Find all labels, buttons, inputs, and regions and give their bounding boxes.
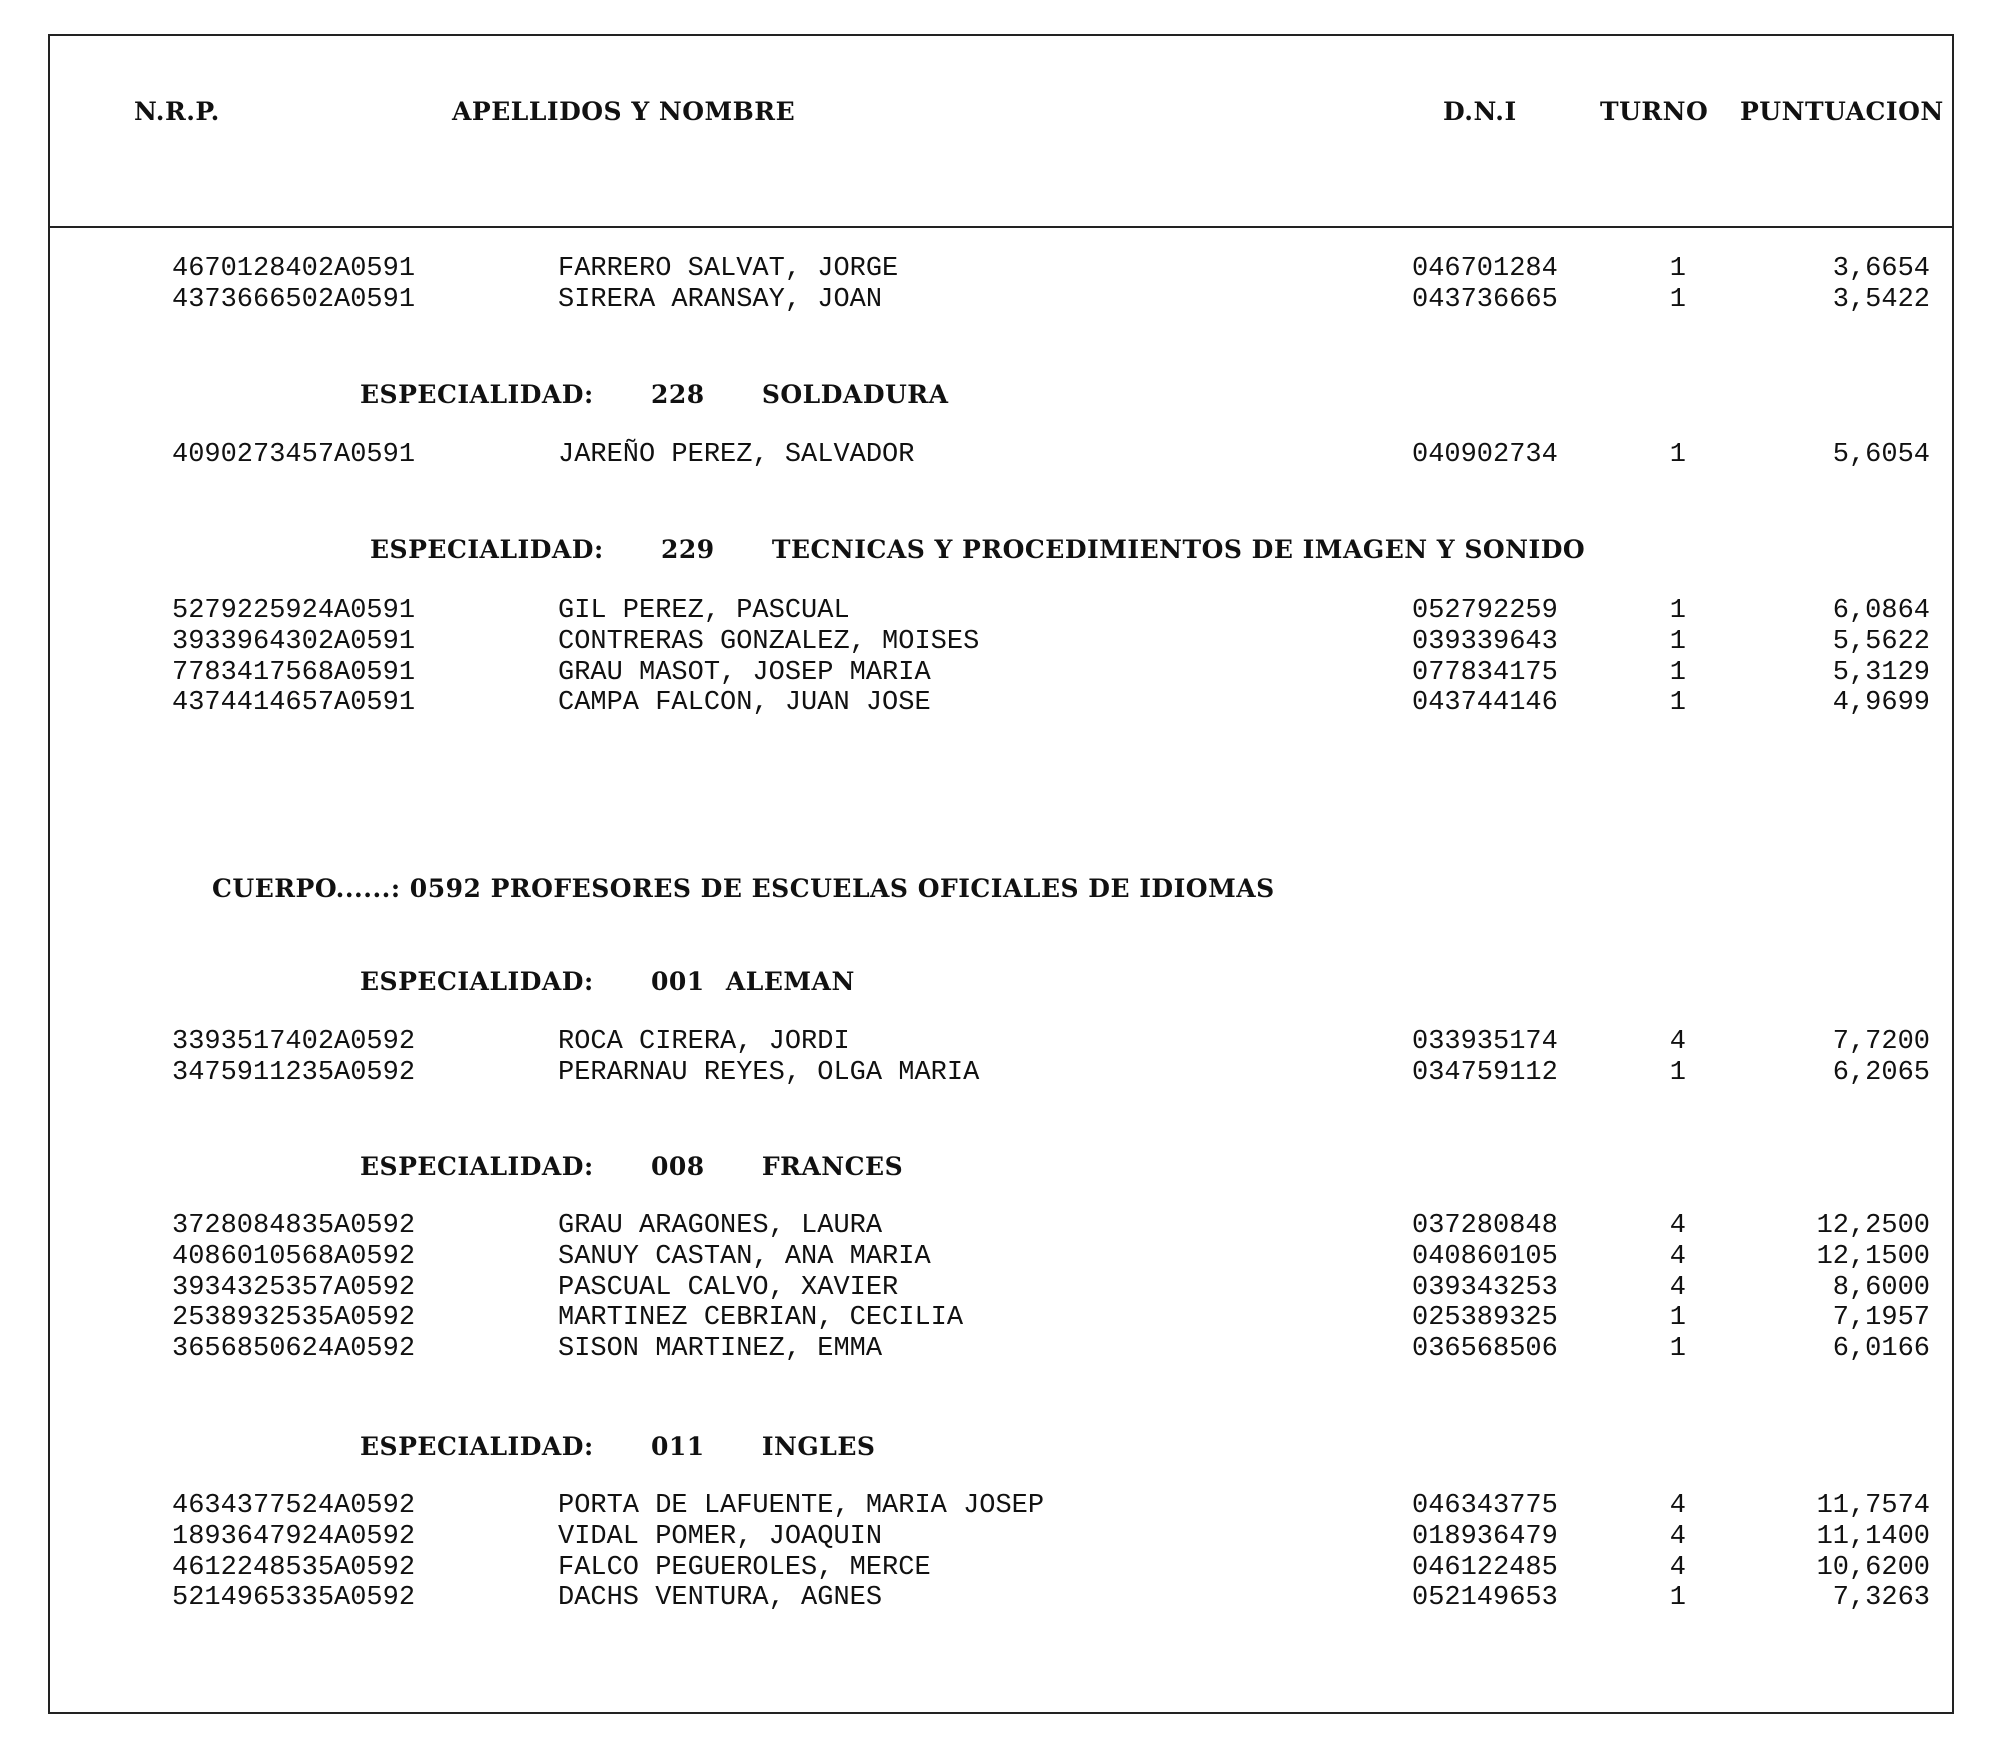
- especialidad-name: TECNICAS Y PROCEDIMIENTOS DE IMAGEN Y SONIDO: [771, 535, 1586, 564]
- cell-nombre: PASCUAL CALVO, XAVIER: [558, 1272, 899, 1303]
- cell-dni: 043736665: [1412, 284, 1558, 315]
- cell-nombre: GIL PEREZ, PASCUAL: [558, 596, 850, 626]
- cell-nrp: 1893647924A0592: [172, 1521, 416, 1552]
- cell-turno: 4: [1669, 1491, 1686, 1521]
- cell-turno: 1: [1669, 626, 1686, 657]
- especialidad-label: ESPECIALIDAD:: [360, 967, 594, 996]
- cell-puntuacion: 6,2065: [1832, 1057, 1930, 1088]
- cell-dni: 043744146: [1412, 688, 1558, 719]
- cell-turno: 1: [1669, 254, 1686, 284]
- header-nrp: N.R.P.: [134, 97, 220, 126]
- cell-puntuacion: 4,9699: [1832, 688, 1930, 719]
- cell-nrp: 3728084835A0592: [172, 1211, 416, 1241]
- cuerpo-heading: CUERPO......: 0592 PROFESORES DE ESCUELAS OFICIALES DE IDIOMAS: [212, 874, 1275, 903]
- cell-nrp: 4670128402A0591: [172, 254, 416, 284]
- cell-dni: 033935174: [1412, 1027, 1558, 1057]
- especialidad-code: 008: [650, 1152, 705, 1181]
- header-turno: TURNO: [1600, 97, 1709, 126]
- cell-dni: 036568506: [1412, 1334, 1558, 1365]
- cell-puntuacion: 10,6200: [1816, 1552, 1930, 1583]
- especialidad-011-heading: [360, 1432, 875, 1461]
- cell-nrp: 3475911235A0592: [172, 1057, 416, 1088]
- cell-nombre: FARRERO SALVAT, JORGE: [558, 254, 899, 284]
- cell-dni: 037280848: [1412, 1211, 1558, 1241]
- cell-nrp: 7783417568A0591: [172, 657, 416, 688]
- cell-turno: 4: [1669, 1521, 1686, 1552]
- cell-nombre: JAREÑO PEREZ, SALVADOR: [558, 440, 915, 470]
- cell-nrp: 3393517402A0592: [172, 1027, 416, 1057]
- cell-nombre: GRAU ARAGONES, LAURA: [558, 1211, 883, 1241]
- header-nombre: APELLIDOS Y NOMBRE: [452, 97, 796, 126]
- cell-nrp: 5214965335A0592: [172, 1583, 416, 1614]
- cell-nombre: GRAU MASOT, JOSEP MARIA: [558, 657, 931, 688]
- cell-nrp: 4086010568A0592: [172, 1241, 416, 1272]
- especialidad-code: 011: [650, 1432, 705, 1461]
- especialidad-label: ESPECIALIDAD:: [360, 1432, 594, 1461]
- cell-puntuacion: 6,0864: [1832, 596, 1930, 626]
- cell-turno: 1: [1669, 1583, 1686, 1614]
- cell-puntuacion: 7,3263: [1832, 1583, 1930, 1614]
- cell-turno: 1: [1669, 1057, 1686, 1088]
- cell-puntuacion: 5,5622: [1832, 626, 1930, 657]
- cell-puntuacion: 6,0166: [1832, 1334, 1930, 1365]
- cell-turno: 4: [1669, 1211, 1686, 1241]
- cell-puntuacion: 11,7574: [1816, 1491, 1930, 1521]
- cell-nrp: 5279225924A0591: [172, 596, 416, 626]
- especialidad-name: FRANCES: [761, 1152, 904, 1181]
- cell-turno: 1: [1669, 284, 1686, 315]
- cell-nrp: 4612248535A0592: [172, 1552, 416, 1583]
- especialidad-label: ESPECIALIDAD:: [360, 380, 594, 409]
- cell-nombre: VIDAL POMER, JOAQUIN: [558, 1521, 883, 1552]
- cell-puntuacion: 7,7200: [1832, 1027, 1930, 1057]
- cell-dni: 046122485: [1412, 1552, 1558, 1583]
- cell-puntuacion: 11,1400: [1816, 1521, 1930, 1552]
- cell-turno: 1: [1669, 1303, 1686, 1334]
- cell-nrp: 3934325357A0592: [172, 1272, 416, 1303]
- cell-dni: 046343775: [1412, 1491, 1558, 1521]
- cell-dni: 077834175: [1412, 657, 1558, 688]
- cell-puntuacion: 8,6000: [1832, 1272, 1930, 1303]
- especialidad-008-heading: [360, 1152, 903, 1181]
- especialidad-code: 228: [650, 380, 705, 409]
- cell-nombre: FALCO PEGUEROLES, MERCE: [558, 1552, 931, 1583]
- especialidad-label: ESPECIALIDAD:: [370, 535, 604, 564]
- especialidad-name: SOLDADURA: [761, 380, 949, 409]
- cell-dni: 040860105: [1412, 1241, 1558, 1272]
- cell-turno: 4: [1669, 1241, 1686, 1272]
- cell-nrp: 3933964302A0591: [172, 626, 416, 657]
- especialidad-code: 229: [660, 535, 715, 564]
- cell-puntuacion: 7,1957: [1832, 1303, 1930, 1334]
- especialidad-228-heading: [360, 380, 949, 409]
- cell-nrp: 3656850624A0592: [172, 1334, 416, 1365]
- cell-nrp: 2538932535A0592: [172, 1303, 416, 1334]
- cell-dni: 039339643: [1412, 626, 1558, 657]
- cell-nombre: CONTRERAS GONZALEZ, MOISES: [558, 626, 980, 657]
- cell-dni: 052792259: [1412, 596, 1558, 626]
- cell-nrp: 4373666502A0591: [172, 284, 416, 315]
- cell-dni: 018936479: [1412, 1521, 1558, 1552]
- cell-puntuacion: 5,3129: [1832, 657, 1930, 688]
- cell-puntuacion: 12,2500: [1816, 1211, 1930, 1241]
- especialidad-229-heading: [370, 535, 1585, 564]
- especialidad-001-heading: [360, 967, 855, 996]
- especialidad-name: INGLES: [761, 1432, 876, 1461]
- cell-puntuacion: 5,6054: [1832, 440, 1930, 470]
- cell-dni: 040902734: [1412, 440, 1558, 470]
- cell-turno: 4: [1669, 1027, 1686, 1057]
- cell-puntuacion: 3,6654: [1832, 254, 1930, 284]
- cell-turno: 1: [1669, 688, 1686, 719]
- cell-dni: 046701284: [1412, 254, 1558, 284]
- cell-turno: 4: [1669, 1552, 1686, 1583]
- cell-turno: 1: [1669, 1334, 1686, 1365]
- especialidad-label: ESPECIALIDAD:: [360, 1152, 594, 1181]
- cell-dni: 025389325: [1412, 1303, 1558, 1334]
- cell-dni: 039343253: [1412, 1272, 1558, 1303]
- cell-nombre: SISON MARTINEZ, EMMA: [558, 1334, 883, 1365]
- cell-nombre: MARTINEZ CEBRIAN, CECILIA: [558, 1303, 964, 1334]
- cell-turno: 4: [1669, 1272, 1686, 1303]
- cell-nombre: SANUY CASTAN, ANA MARIA: [558, 1241, 931, 1272]
- cell-nombre: DACHS VENTURA, AGNES: [558, 1583, 883, 1614]
- especialidad-code: 001: [650, 967, 705, 996]
- cell-nombre: ROCA CIRERA, JORDI: [558, 1027, 850, 1057]
- cell-turno: 1: [1669, 440, 1686, 470]
- header-divider: [48, 226, 1954, 228]
- especialidad-name: ALEMAN: [725, 967, 855, 996]
- cell-nombre: PERARNAU REYES, OLGA MARIA: [558, 1057, 980, 1088]
- cell-turno: 1: [1669, 596, 1686, 626]
- cell-nombre: SIRERA ARANSAY, JOAN: [558, 284, 883, 315]
- cell-puntuacion: 12,1500: [1816, 1241, 1930, 1272]
- cell-dni: 034759112: [1412, 1057, 1558, 1088]
- cell-nrp: 4634377524A0592: [172, 1491, 416, 1521]
- cell-dni: 052149653: [1412, 1583, 1558, 1614]
- header-puntuacion: PUNTUACION: [1740, 97, 1944, 126]
- cell-nrp: 4374414657A0591: [172, 688, 416, 719]
- cell-nombre: PORTA DE LAFUENTE, MARIA JOSEP: [558, 1491, 1045, 1521]
- cell-nombre: CAMPA FALCON, JUAN JOSE: [558, 688, 931, 719]
- cell-puntuacion: 3,5422: [1832, 284, 1930, 315]
- cell-nrp: 4090273457A0591: [172, 440, 416, 470]
- cell-turno: 1: [1669, 657, 1686, 688]
- header-dni: D.N.I: [1443, 97, 1517, 126]
